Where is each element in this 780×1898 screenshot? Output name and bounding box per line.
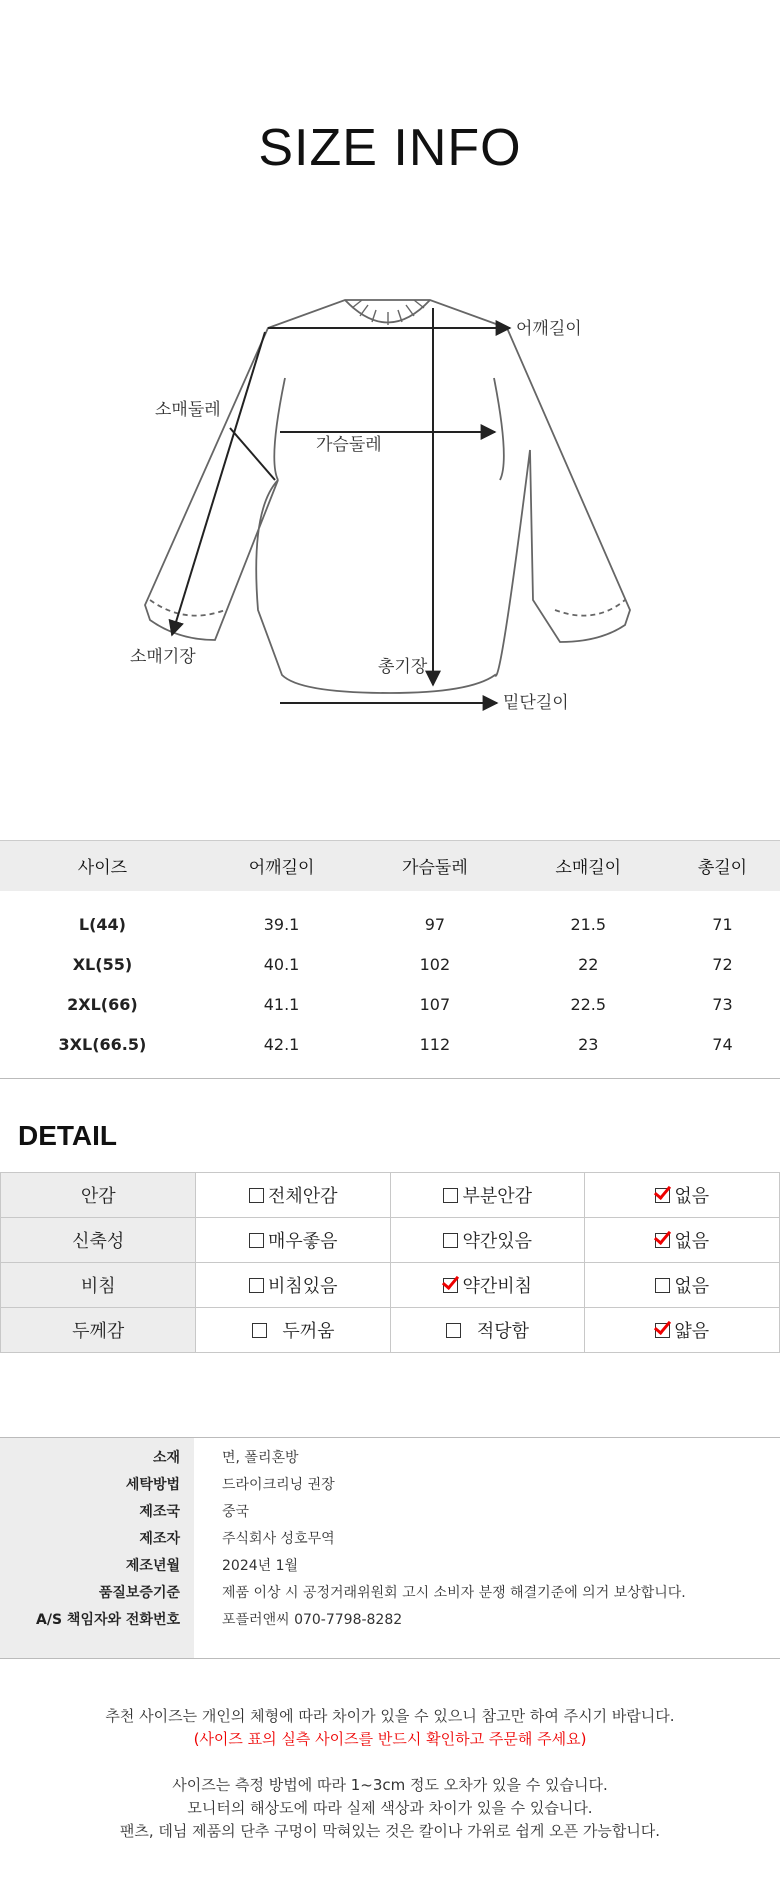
label-sleeve-round: 소매둘레: [155, 400, 221, 420]
value-cell: 39.1: [263, 915, 300, 934]
note-line: 사이즈는 측정 방법에 따라 1~3cm 정도 오차가 있을 수 있습니다.: [172, 1776, 608, 1794]
detail-row-sheerness: [1, 1263, 780, 1308]
label-chest: 가슴둘레: [316, 435, 382, 455]
value-cell: 107: [419, 995, 451, 1014]
size-cell: L(44): [78, 915, 126, 934]
left-body-line: [274, 378, 285, 480]
label-shoulder: 어깨길이: [516, 319, 582, 339]
right-cuff-line: [555, 600, 625, 616]
option-label: 약간있음: [462, 1231, 533, 1252]
detail-option: [390, 1308, 585, 1353]
size-cell: 3XL(66.5): [0, 1025, 205, 1079]
value-cell: 73: [712, 995, 733, 1014]
detail-option: [585, 1218, 780, 1263]
value-cell: 22.5: [570, 995, 607, 1014]
info-key: A/S 책임자와 전화번호: [36, 1612, 180, 1628]
label-hem: 밑단길이: [503, 693, 569, 713]
value-cell: 21.5: [570, 915, 607, 934]
size-cell: 2XL(66): [67, 995, 138, 1014]
detail-row-thickness: [1, 1308, 780, 1353]
value-cell: 71: [712, 915, 733, 934]
detail-option: [196, 1218, 391, 1263]
info-key: 세탁방법: [125, 1477, 180, 1493]
checkbox-checked-icon: [655, 1188, 670, 1203]
info-row: [0, 1580, 780, 1607]
note-line: 팬츠, 데님 제품의 단추 구멍이 막혀있는 것은 칼이나 가위로 쉽게 오픈 가능합니다.: [119, 1822, 661, 1840]
option-label: 전체안감: [267, 1186, 338, 1207]
note-line: 추천 사이즈는 개인의 체형에 따라 차이가 있을 수 있으니 참고만 하여 주시기 바랍니다.: [105, 1707, 675, 1725]
value-cell: 22: [578, 955, 599, 974]
option-label: 얇음: [674, 1321, 710, 1342]
info-row: [0, 1472, 780, 1499]
detail-option: [196, 1173, 391, 1218]
detail-option: [585, 1173, 780, 1218]
checkbox-empty-icon: [443, 1233, 458, 1248]
note-spacer: [0, 1751, 780, 1774]
value-cell: 40.1: [263, 955, 300, 974]
detail-row-label: 두께감: [1, 1308, 196, 1353]
left-cuff-line: [150, 600, 225, 616]
info-key: 소재: [152, 1450, 180, 1466]
info-value: 면, 폴리혼방: [222, 1450, 299, 1466]
sleeve-round-line: [230, 428, 275, 480]
detail-option: [390, 1173, 585, 1218]
info-row: [0, 1526, 780, 1553]
size-cell: XL(55): [72, 955, 133, 974]
size-table: [0, 840, 780, 1079]
detail-option: [390, 1218, 585, 1263]
sleeve-length-arrow: [172, 332, 265, 635]
header-total: 총길이: [665, 841, 780, 891]
detail-table: [0, 1172, 780, 1353]
garment-diagram: [0, 280, 780, 720]
info-row: [0, 1553, 780, 1580]
info-value: 2024년 1월: [222, 1558, 299, 1574]
info-key: 품질보증기준: [98, 1585, 180, 1601]
info-value: 포플러앤씨 070-7798-8282: [222, 1612, 403, 1628]
value-cell: 102: [419, 955, 451, 974]
detail-option: [585, 1308, 780, 1353]
detail-row-label: 안감: [1, 1173, 196, 1218]
value-cell: 97: [424, 915, 446, 934]
size-notes: [0, 1705, 780, 1843]
value-cell: 112: [358, 1025, 511, 1079]
page-title: SIZE INFO: [258, 119, 522, 177]
checkbox-checked-icon: [443, 1278, 458, 1293]
value-cell: 42.1: [205, 1025, 358, 1079]
option-label: 없음: [674, 1186, 710, 1207]
checkbox-empty-icon: [446, 1323, 461, 1338]
checkbox-empty-icon: [655, 1278, 670, 1293]
note-warning: (사이즈 표의 실측 사이즈를 반드시 확인하고 주문해 주세요): [193, 1730, 587, 1748]
right-body-line: [494, 378, 504, 480]
checkbox-empty-icon: [249, 1278, 264, 1293]
value-cell: 41.1: [263, 995, 300, 1014]
detail-title: DETAIL: [18, 1120, 118, 1151]
checkbox-empty-icon: [443, 1188, 458, 1203]
option-label: 부분안감: [462, 1186, 533, 1207]
option-label: 없음: [674, 1276, 710, 1297]
detail-option: [196, 1263, 391, 1308]
checkbox-empty-icon: [249, 1188, 264, 1203]
header-chest: 가슴둘레: [358, 841, 511, 891]
option-label: 없음: [674, 1231, 710, 1252]
checkbox-checked-icon: [655, 1323, 670, 1338]
detail-option: [585, 1263, 780, 1308]
value-cell: 74: [665, 1025, 780, 1079]
detail-row-stretch: [1, 1218, 780, 1263]
label-total-length: 총기장: [378, 657, 428, 677]
option-label: 매우좋음: [267, 1231, 338, 1252]
checkbox-empty-icon: [249, 1233, 264, 1248]
option-label: 적당함: [476, 1321, 530, 1342]
checkbox-checked-icon: [655, 1233, 670, 1248]
info-value: 중국: [222, 1504, 250, 1520]
info-row: [0, 1499, 780, 1526]
info-value: 주식회사 성호무역: [222, 1531, 335, 1547]
value-cell: 72: [712, 955, 733, 974]
option-label: 비침있음: [267, 1276, 338, 1297]
detail-row-label: 비침: [1, 1263, 196, 1308]
detail-option: [196, 1308, 391, 1353]
checkbox-empty-icon: [252, 1323, 267, 1338]
info-row: [0, 1445, 780, 1472]
info-value: 드라이크리닝 권장: [222, 1477, 335, 1493]
option-label: 약간비침: [462, 1276, 533, 1297]
info-row: [0, 1607, 780, 1634]
info-key: 제조년월: [125, 1558, 180, 1574]
value-cell: 23: [512, 1025, 665, 1079]
size-table-header: [0, 841, 780, 891]
table-row: [0, 1025, 780, 1079]
table-row: [0, 891, 780, 945]
info-key: 제조자: [139, 1531, 180, 1547]
detail-option: [390, 1263, 585, 1308]
garment-outline: [145, 300, 630, 693]
collar-stitch: [352, 300, 424, 325]
detail-row-lining: [1, 1173, 780, 1218]
note-line: 모니터의 해상도에 따라 실제 색상과 차이가 있을 수 있습니다.: [187, 1799, 593, 1817]
option-label: 두꺼움: [282, 1321, 335, 1342]
label-sleeve-length: 소매기장: [130, 647, 196, 667]
header-shoulder: 어깨길이: [205, 841, 358, 891]
table-row: [0, 985, 780, 1025]
info-value: 제품 이상 시 공정거래위원회 고시 소비자 분쟁 해결기준에 의거 보상합니다.: [222, 1585, 686, 1601]
product-info-table: [0, 1437, 780, 1659]
detail-row-label: 신축성: [1, 1218, 196, 1263]
info-key: 제조국: [139, 1504, 180, 1520]
header-size: 사이즈: [0, 841, 205, 891]
table-row: [0, 945, 780, 985]
header-sleeve: 소매길이: [512, 841, 665, 891]
